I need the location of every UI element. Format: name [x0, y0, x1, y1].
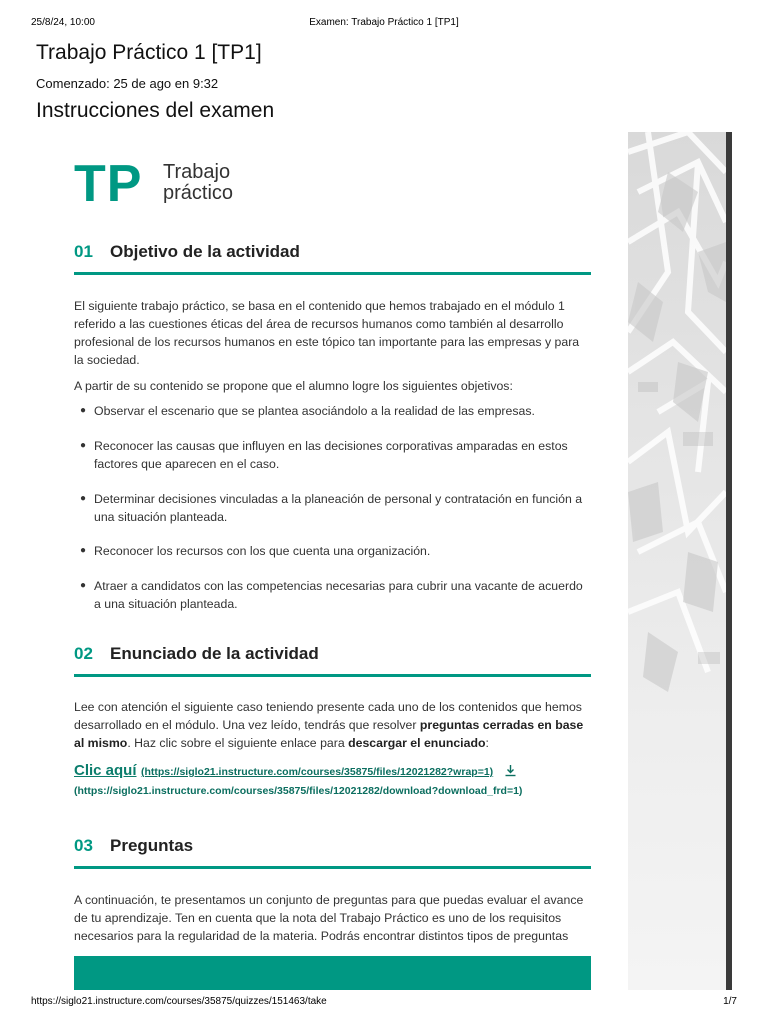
questions-intro [74, 891, 591, 945]
tp-logo-letters: TP [74, 155, 143, 213]
bullet-icon: ● [80, 440, 87, 451]
questions-line: necesarios para la regularidad de la materia. Podrás encontrar distintos tipos de preguntas [74, 929, 569, 943]
download-file-url[interactable]: (https://siglo21.instructure.com/courses/35875/files/12021282/download?download_frd=1) [74, 785, 523, 797]
tp-logo [74, 156, 591, 236]
file-link-url[interactable]: (https://siglo21.instructure.com/courses/35875/files/12021282?wrap=1) [140, 766, 494, 778]
statement-emphasis: al mismo [74, 736, 128, 750]
section-number: 03 [74, 836, 93, 855]
questions-line: A continuación, te presentamos un conjunto de preguntas para que puedas evaluar el avance [74, 893, 584, 907]
list-item [74, 490, 591, 526]
instructions-title: Instrucciones del examen [36, 99, 275, 122]
page-title: Trabajo Práctico 1 [TP1] [36, 41, 262, 64]
objective-intro [74, 297, 591, 369]
abstract-structure-illustration [628, 132, 726, 990]
green-banner [74, 956, 591, 990]
list-item [74, 542, 591, 560]
questions-line: de tu aprendizaje. Ten en cuenta que la nota del Trabajo Práctico es uno de los requisitos [74, 911, 562, 925]
statement-emphasis: preguntas cerradas en base [419, 718, 584, 732]
objective-intro-line: la sociedad. [74, 353, 140, 367]
list-item-text: Determinar decisiones vinculadas a la planeación de personal y contratación en función a [94, 492, 583, 506]
instructions-content [74, 132, 591, 943]
statement-line: Lee con atención el siguiente caso teniendo presente cada uno de los contenidos que hemos [74, 700, 582, 714]
objective-intro-line: referido a las cuestiones éticas del área de recursos humanos como también al desarrollo [74, 317, 564, 331]
list-item [74, 437, 591, 473]
list-item-text: Atraer a candidatos con las competencias necesarias para cubrir una vacante de acuerdo [94, 579, 583, 593]
bullet-icon: ● [80, 545, 87, 556]
tp-logo-word1: Trabajo [163, 161, 231, 183]
bullet-icon: ● [80, 405, 87, 416]
section-title: Objetivo de la actividad [110, 242, 300, 261]
objective-intro-line: El siguiente trabajo práctico, se basa en el contenido que hemos trabajado en el módulo 1 [74, 299, 565, 313]
section-title: Preguntas [110, 836, 194, 855]
download-link-line [74, 762, 594, 782]
list-item-text: a una situación planteada. [94, 597, 238, 611]
side-scrollbar[interactable] [726, 132, 732, 990]
tp-logo-words [163, 162, 233, 204]
click-here-link[interactable]: Clic aquí [74, 762, 137, 779]
print-footer-url: https://siglo21.instructure.com/courses/35875/quizzes/151463/take [31, 996, 327, 1007]
bullet-icon: ● [80, 580, 87, 591]
side-decorative-image [628, 132, 726, 990]
bullet-icon: ● [80, 493, 87, 504]
list-item-text: factores que aparecen en el caso. [94, 457, 280, 471]
list-item-text: Observar el escenario que se plantea asociándolo a la realidad de las empresas. [94, 404, 535, 418]
download-icon[interactable] [504, 764, 517, 782]
section-heading-objective [74, 242, 591, 275]
page-counter: 1/7 [723, 996, 737, 1007]
objective-lead: A partir de su contenido se propone que el alumno logre los siguientes objetivos: [74, 379, 513, 393]
list-item-text: una situación planteada. [94, 510, 228, 524]
statement-line: desarrollado en el módulo. Una vez leído, tendrás que resolver [74, 718, 420, 732]
list-item [74, 577, 591, 613]
section-heading-statement [74, 644, 591, 677]
statement-emphasis: descargar el enunciado [348, 736, 486, 750]
statement-line: . Haz clic sobre el siguiente enlace para [127, 736, 349, 750]
section-number: 02 [74, 644, 93, 663]
statement-text [74, 698, 591, 752]
section-title: Enunciado de la actividad [110, 644, 319, 663]
list-item-text: Reconocer las causas que influyen en las decisiones corporativas amparadas en estos [94, 439, 568, 453]
started-timestamp: Comenzado: 25 de ago en 9:32 [36, 76, 219, 91]
tp-logo-word2: práctico [163, 182, 234, 204]
objective-intro-line: profesional de los recursos humanos en este tópico tan importante para las empresas y para [74, 335, 580, 349]
statement-line: : [485, 736, 489, 750]
section-heading-questions [74, 836, 591, 869]
print-document-title: Examen: Trabajo Práctico 1 [TP1] [309, 17, 459, 28]
section-number: 01 [74, 242, 93, 261]
list-item [74, 402, 591, 420]
print-datetime: 25/8/24, 10:00 [31, 17, 95, 28]
list-item-text: Reconocer los recursos con los que cuenta una organización. [94, 544, 431, 558]
